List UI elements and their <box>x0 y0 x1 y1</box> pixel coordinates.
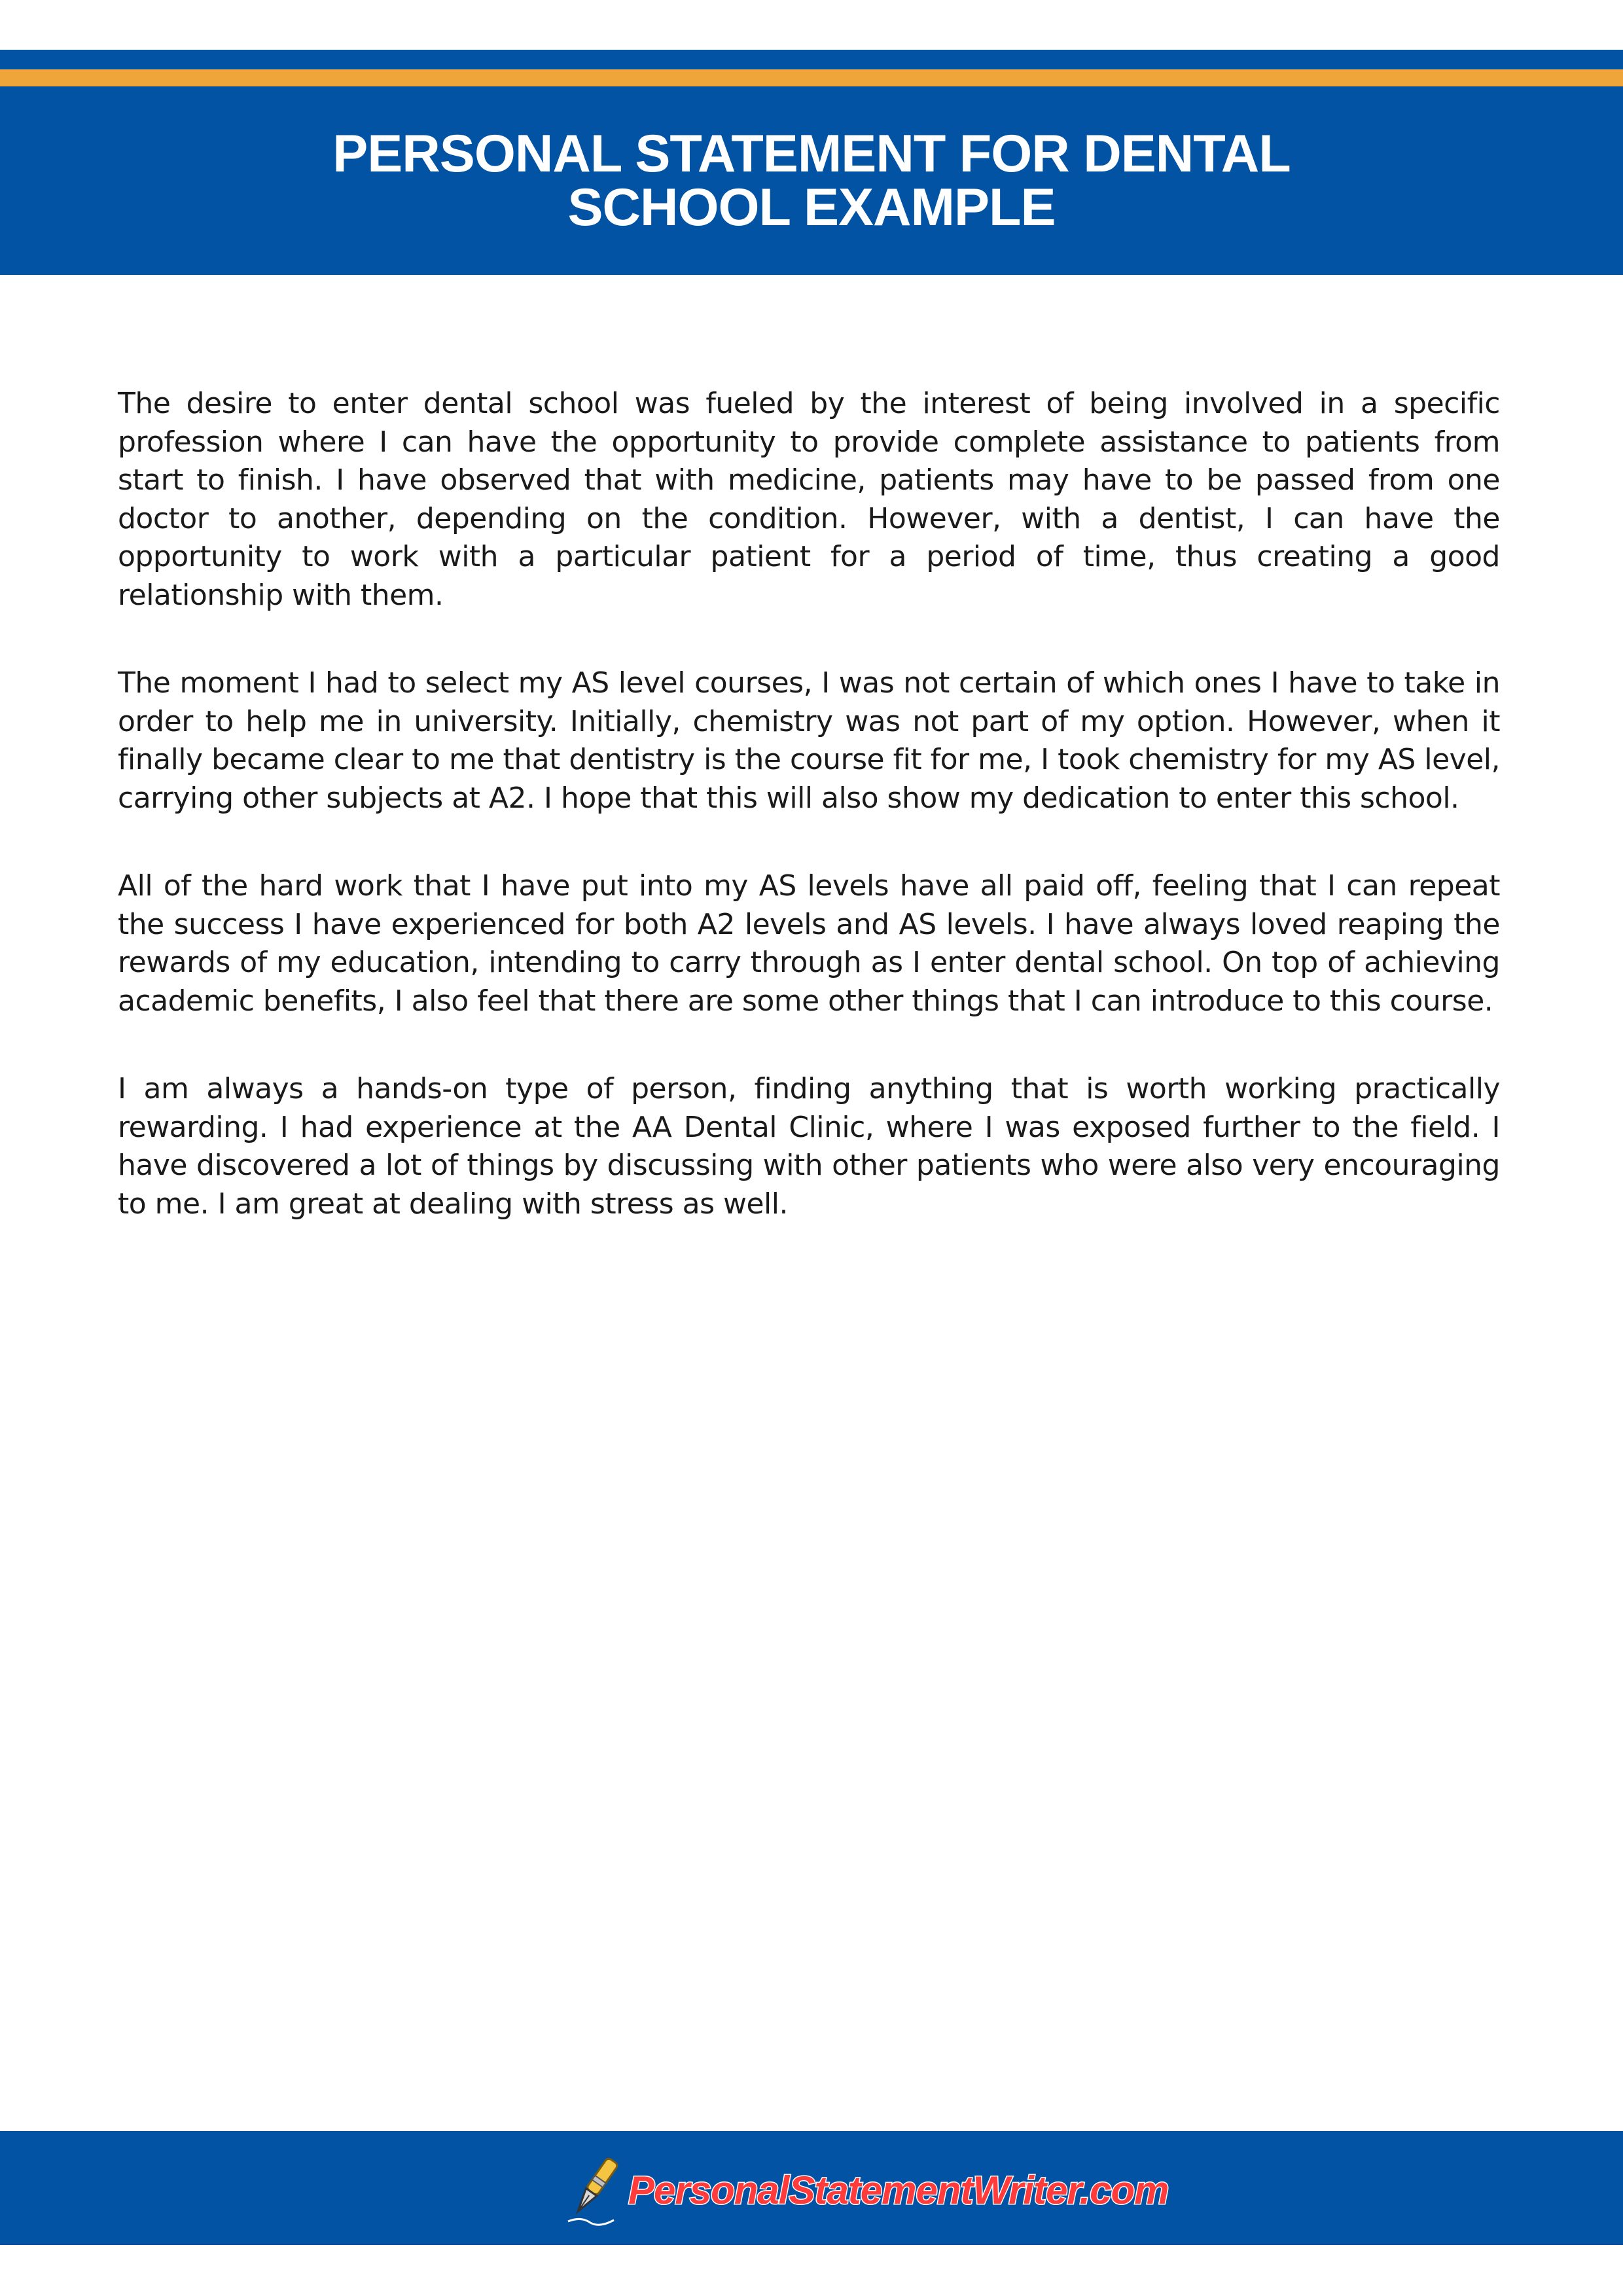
site-logo[interactable] <box>562 2151 1169 2229</box>
statement-body <box>118 385 1500 1273</box>
logo-text: PersonalStatementWriter.com <box>628 2168 1169 2212</box>
page-title <box>0 124 1623 237</box>
footer-banner <box>0 2131 1623 2245</box>
paragraph-1: The desire to enter dental school was fueled by the interest of being involved in a specific profession where I can have the opportunity to provide complete assistance to patients from start to finish. I have observed that with medicine, patients may have to be passed from one doctor to another, depending on the condition. However, with a dentist, I can have the opportunity to work with a particular patient for a period of time, thus creating a good relationship with them. <box>118 387 1500 612</box>
header-banner <box>0 50 1623 275</box>
paragraph-2: The moment I had to select my AS level courses, I was not certain of which ones I have to take in order to help me in university. Initially, chemistry was not part of my option. However, when it finally became clear to me that dentistry is the course fit for me, I took chemistry for my AS level, carrying other subjects at A2. I hope that this will also show my dedication to enter this school. <box>118 666 1500 815</box>
paragraph-3: All of the hard work that I have put into my AS levels have all paid off, feeling that I can repeat the success I have experienced for both A2 levels and AS levels. I have always loved reaping the rewards of my education, intending to carry through as I enter dental school. On top of achieving academic benefits, I also feel that there are some other things that I can introduce to this course. <box>118 869 1500 1018</box>
fountain-pen-icon <box>562 2151 624 2229</box>
page-title-line-1: PERSONAL STATEMENT FOR DENTAL <box>332 124 1291 183</box>
page-title-line-2: SCHOOL EXAMPLE <box>567 178 1056 237</box>
paragraph-4: I am always a hands-on type of person, finding anything that is worth working practically rewarding. I had experience at the AA Dental Clinic, where I was exposed further to the field. I have discovered a lot of things by discussing with other patients who were also very encouraging to me. I am great at dealing with stress as well. <box>118 1072 1500 1221</box>
header-accent-stripe <box>0 69 1623 86</box>
